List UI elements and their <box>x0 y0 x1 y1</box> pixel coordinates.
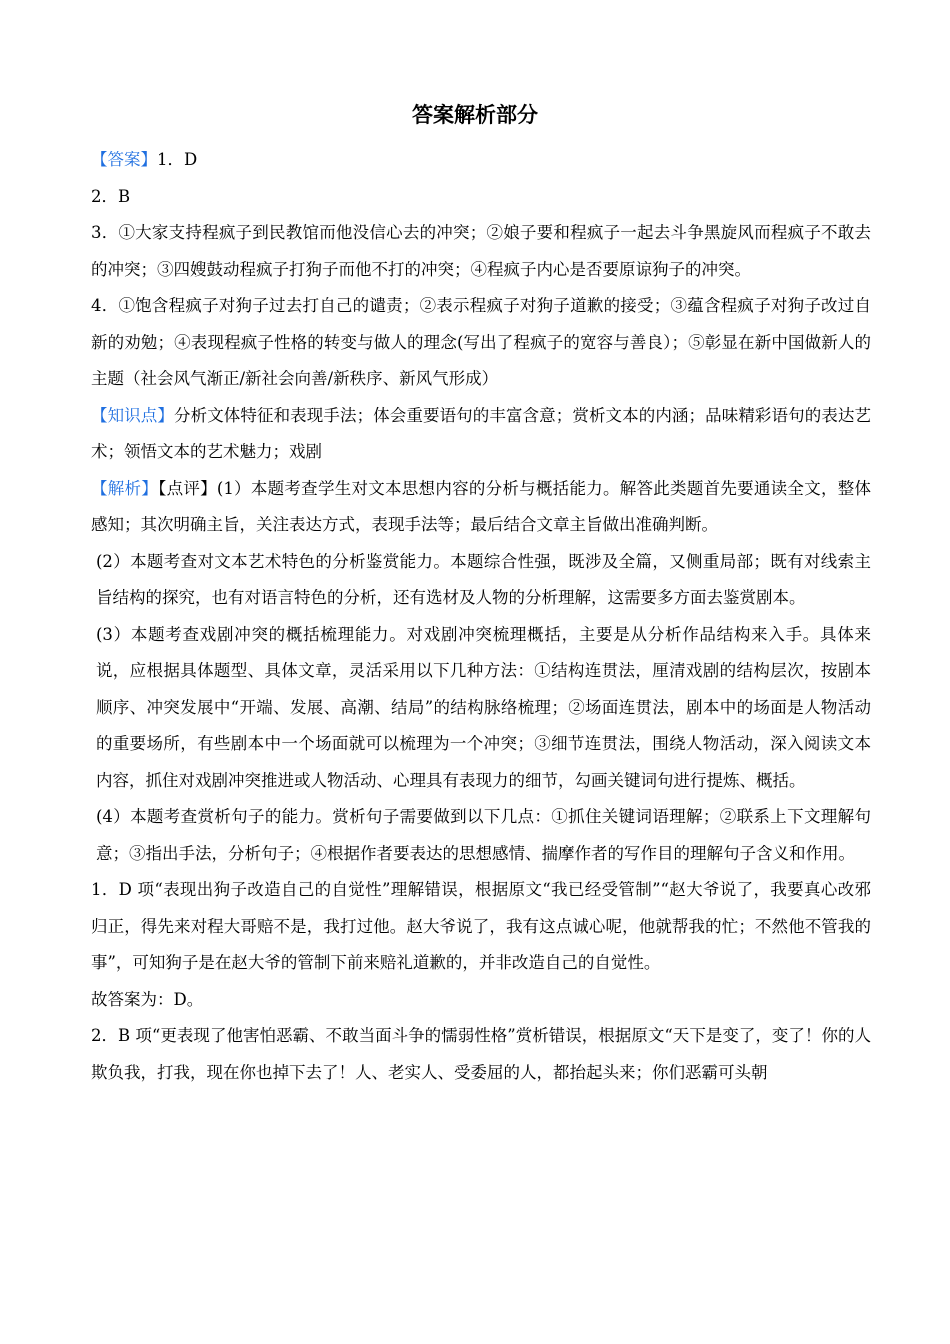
analysis-p4: (4）本题考查赏析句子的能力。赏析句子需要做到以下几点：①抓住关键词语理解；②联系上下文理解句意；③指出手法，分析句子；④根据作者要表达的思想感情、揣摩作者的写作目的理解句子含义和作用。 <box>95 807 871 863</box>
page-title: 答案解析部分 <box>412 103 538 127</box>
knowledge-text: 分析文体特征和表现手法；体会重要语句的丰富含意；赏析文本的内涵；品味精彩语句的表达艺术；领悟文本的艺术魅力；戏剧 <box>91 405 872 461</box>
analysis-intro <box>91 471 871 544</box>
answer-2: 2．B <box>91 186 131 206</box>
answer-1 <box>91 142 871 179</box>
analysis-p2: (2）本题考查对文本艺术特色的分析鉴赏能力。本题综合性强，既涉及全篇，又侧重局部；既有对线索主旨结构的探究，也有对语言特色的分析，还有选材及人物的分析理解，这需要多方面去鉴赏剧本。 <box>95 551 871 607</box>
analysis-p7: 2．B 项“更表现了他害怕恶霸、不敢当面斗争的懦弱性格”赏析错误，根据原文“天下是变了，变了！你的人欺负我，打我，现在你也掉下去了！人、老实人、受委屈的人，都抬起头来；你们恶霸可头朝 <box>91 1026 871 1082</box>
analysis-p5: 1．D 项“表现出狗子改造自己的自觉性”理解错误，根据原文“我已经受管制”“赵大爷说了，我要真心改邪归正，得先来对程大哥赔不是，我打过他。赵大爷说了，我有这点诚心呢，他就帮我的忙；不然他不管我的事”，可知狗子是在赵大爷的管制下前来赔礼道歉的，并非改造自己的自觉性。 <box>91 880 871 972</box>
answer-1-text: 1．D <box>157 150 198 169</box>
knowledge-points <box>91 398 871 471</box>
knowledge-tag: 【知识点】 <box>91 405 174 425</box>
analysis-p3: (3）本题考查戏剧冲突的概括梳理能力。对戏剧冲突梳理概括，主要是从分析作品结构来入手。具体来说，应根据具体题型、具体文章，灵活采用以下几种方法：①结构连贯法，厘清戏剧的结构层次，按剧本顺序、冲突发展中“开端、发展、高潮、结局”的结构脉络梳理；②场面连贯法，剧本中的场面是人物活动的重要场所，有些剧本中一个场面就可以梳理为一个冲突；③细节连贯法，围绕人物活动，深入阅读文本内容，抓住对戏剧冲突推进或人物活动、心理具有表现力的细节，勾画关键词句进行提炼、概括。 <box>95 624 871 790</box>
analysis-p6: 故答案为：D。 <box>91 989 204 1009</box>
answer-tag: 【答案】 <box>91 150 157 169</box>
analysis-tag: 【解析】 <box>91 478 159 498</box>
answer-content <box>91 142 871 1091</box>
answer-3: 3．①大家支持程疯子到民教馆而他没信心去的冲突；②娘子要和程疯子一起去斗争黑旋风而程疯子不敢去的冲突；③四嫂鼓动程疯子打狗子而他不打的冲突；④程疯子内心是否要原谅狗子的冲突。 <box>91 223 871 279</box>
answer-4: 4．①饱含程疯子对狗子过去打自己的谴责；②表示程疯子对狗子道歉的接受；③蕴含程疯子对狗子改过自新的劝勉；④表现程疯子性格的转变与做人的理念(写出了程疯子的宽容与善良）；⑤彰显在新中国做新人的主题（社会风气渐正/新社会向善/新秩序、新风气形成） <box>91 296 871 388</box>
analysis-p1: 【点评】(1）本题考查学生对文本思想内容的分析与概括能力。解答此类题首先要通读全文，整体感知；其次明确主旨，关注表达方式，表现手法等；最后结合文章主旨做出准确判断。 <box>91 478 872 534</box>
